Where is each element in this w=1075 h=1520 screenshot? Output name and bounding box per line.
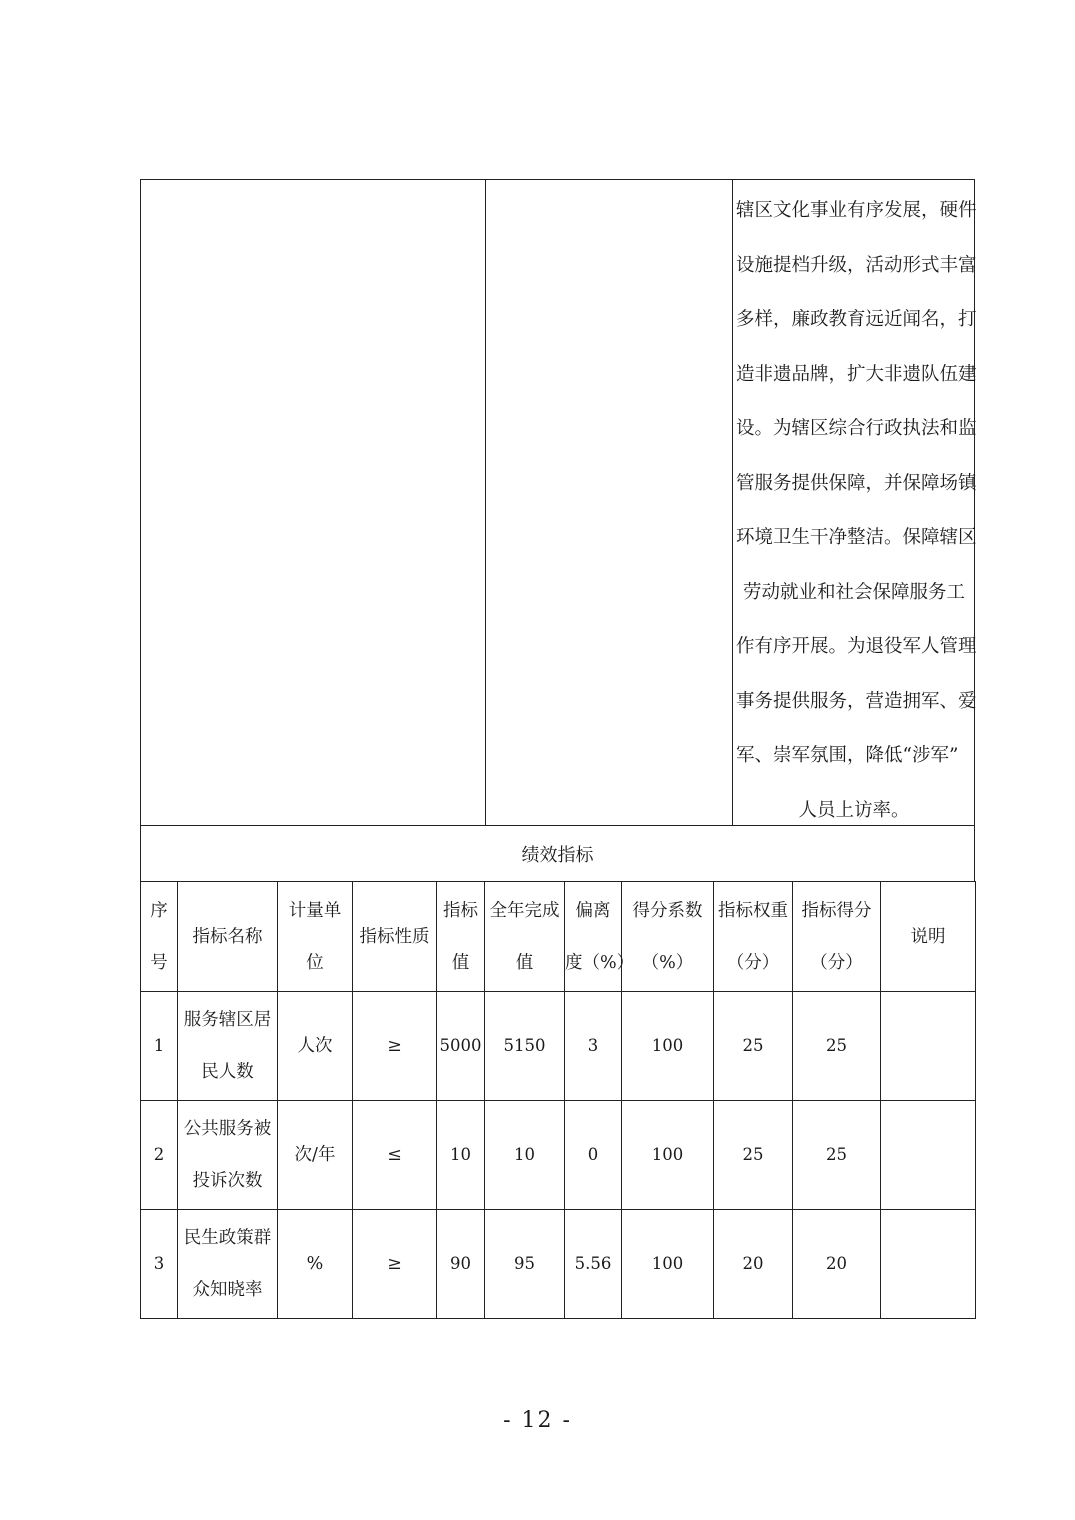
cell-target: 10 <box>437 1101 485 1210</box>
text-line: 设。为辖区综合行政执法和监 <box>736 418 977 439</box>
cell-coefficient: 100 <box>622 992 714 1101</box>
text-line: 作有序开展。为退役军人管理 <box>736 636 977 657</box>
cell-unit: 人次 <box>278 992 353 1101</box>
text-line: 管服务提供保障，并保障场镇 <box>736 472 977 494</box>
cell-note <box>881 992 976 1101</box>
header-deviation: 偏离 度（%） <box>565 882 622 992</box>
text-line: 人员上访率。 <box>798 799 910 821</box>
table-row <box>141 1210 976 1319</box>
cell-actual: 10 <box>485 1101 565 1210</box>
cell-unit: % <box>278 1210 353 1319</box>
cell-nature: ≥ <box>353 992 437 1101</box>
text-line: 军、崇军氛围，降低“涉军” <box>736 745 959 766</box>
cell-target: 5000 <box>437 992 485 1101</box>
cell-score: 25 <box>793 992 881 1101</box>
cell-name: 公共服务被 投诉次数 <box>178 1101 278 1210</box>
text-line: 辖区文化事业有序发展，硬件 <box>736 200 977 221</box>
text-line: 造非遗品牌，扩大非遗队伍建 <box>736 363 977 385</box>
header-target: 指标 值 <box>437 882 485 992</box>
table-row <box>141 1101 976 1210</box>
header-actual: 全年完成 值 <box>485 882 565 992</box>
cell-note <box>881 1101 976 1210</box>
cell-nature: ≥ <box>353 1210 437 1319</box>
table-row <box>141 992 976 1101</box>
performance-goal-text <box>734 184 977 826</box>
cell-no: 2 <box>141 1101 178 1210</box>
cell-weight: 20 <box>714 1210 793 1319</box>
cell-actual: 95 <box>485 1210 565 1319</box>
cell-score: 20 <box>793 1210 881 1319</box>
column-divider <box>732 180 733 826</box>
cell-weight: 25 <box>714 1101 793 1210</box>
header-note: 说明 <box>881 882 976 992</box>
cell-no: 1 <box>141 992 178 1101</box>
header-unit: 计量单 位 <box>278 882 353 992</box>
cell-deviation: 0 <box>565 1101 622 1210</box>
cell-nature: ≤ <box>353 1101 437 1210</box>
column-divider <box>485 180 486 826</box>
cell-actual: 5150 <box>485 992 565 1101</box>
cell-note <box>881 1210 976 1319</box>
cell-coefficient: 100 <box>622 1101 714 1210</box>
page-number: - 12 - <box>503 1408 572 1433</box>
cell-name: 民生政策群 众知晓率 <box>178 1210 278 1319</box>
header-name: 指标名称 <box>178 882 278 992</box>
text-line: 设施提档升级，活动形式丰富 <box>736 254 977 276</box>
cell-weight: 25 <box>714 992 793 1101</box>
cell-coefficient: 100 <box>622 1210 714 1319</box>
cell-no: 3 <box>141 1210 178 1319</box>
continued-table-block <box>140 179 975 826</box>
cell-target: 90 <box>437 1210 485 1319</box>
performance-indicator-table <box>140 881 976 1319</box>
header-no: 序 号 <box>141 882 178 992</box>
header-nature: 指标性质 <box>353 882 437 992</box>
section-title: 绩效指标 <box>140 825 975 882</box>
header-row <box>141 882 976 992</box>
text-line: 事务提供服务，营造拥军、爱 <box>736 690 977 712</box>
cell-unit: 次/年 <box>278 1101 353 1210</box>
header-weight: 指标权重 （分） <box>714 882 793 992</box>
text-line: 多样，廉政教育远近闻名，打 <box>736 309 977 330</box>
cell-score: 25 <box>793 1101 881 1210</box>
cell-deviation: 3 <box>565 992 622 1101</box>
text-line: 环境卫生干净整洁。保障辖区 <box>736 527 977 548</box>
cell-deviation: 5.56 <box>565 1210 622 1319</box>
cell-name: 服务辖区居 民人数 <box>178 992 278 1101</box>
header-coefficient: 得分系数 （%） <box>622 882 714 992</box>
text-line: 劳动就业和社会保障服务工 <box>742 581 965 603</box>
header-score: 指标得分 （分） <box>793 882 881 992</box>
